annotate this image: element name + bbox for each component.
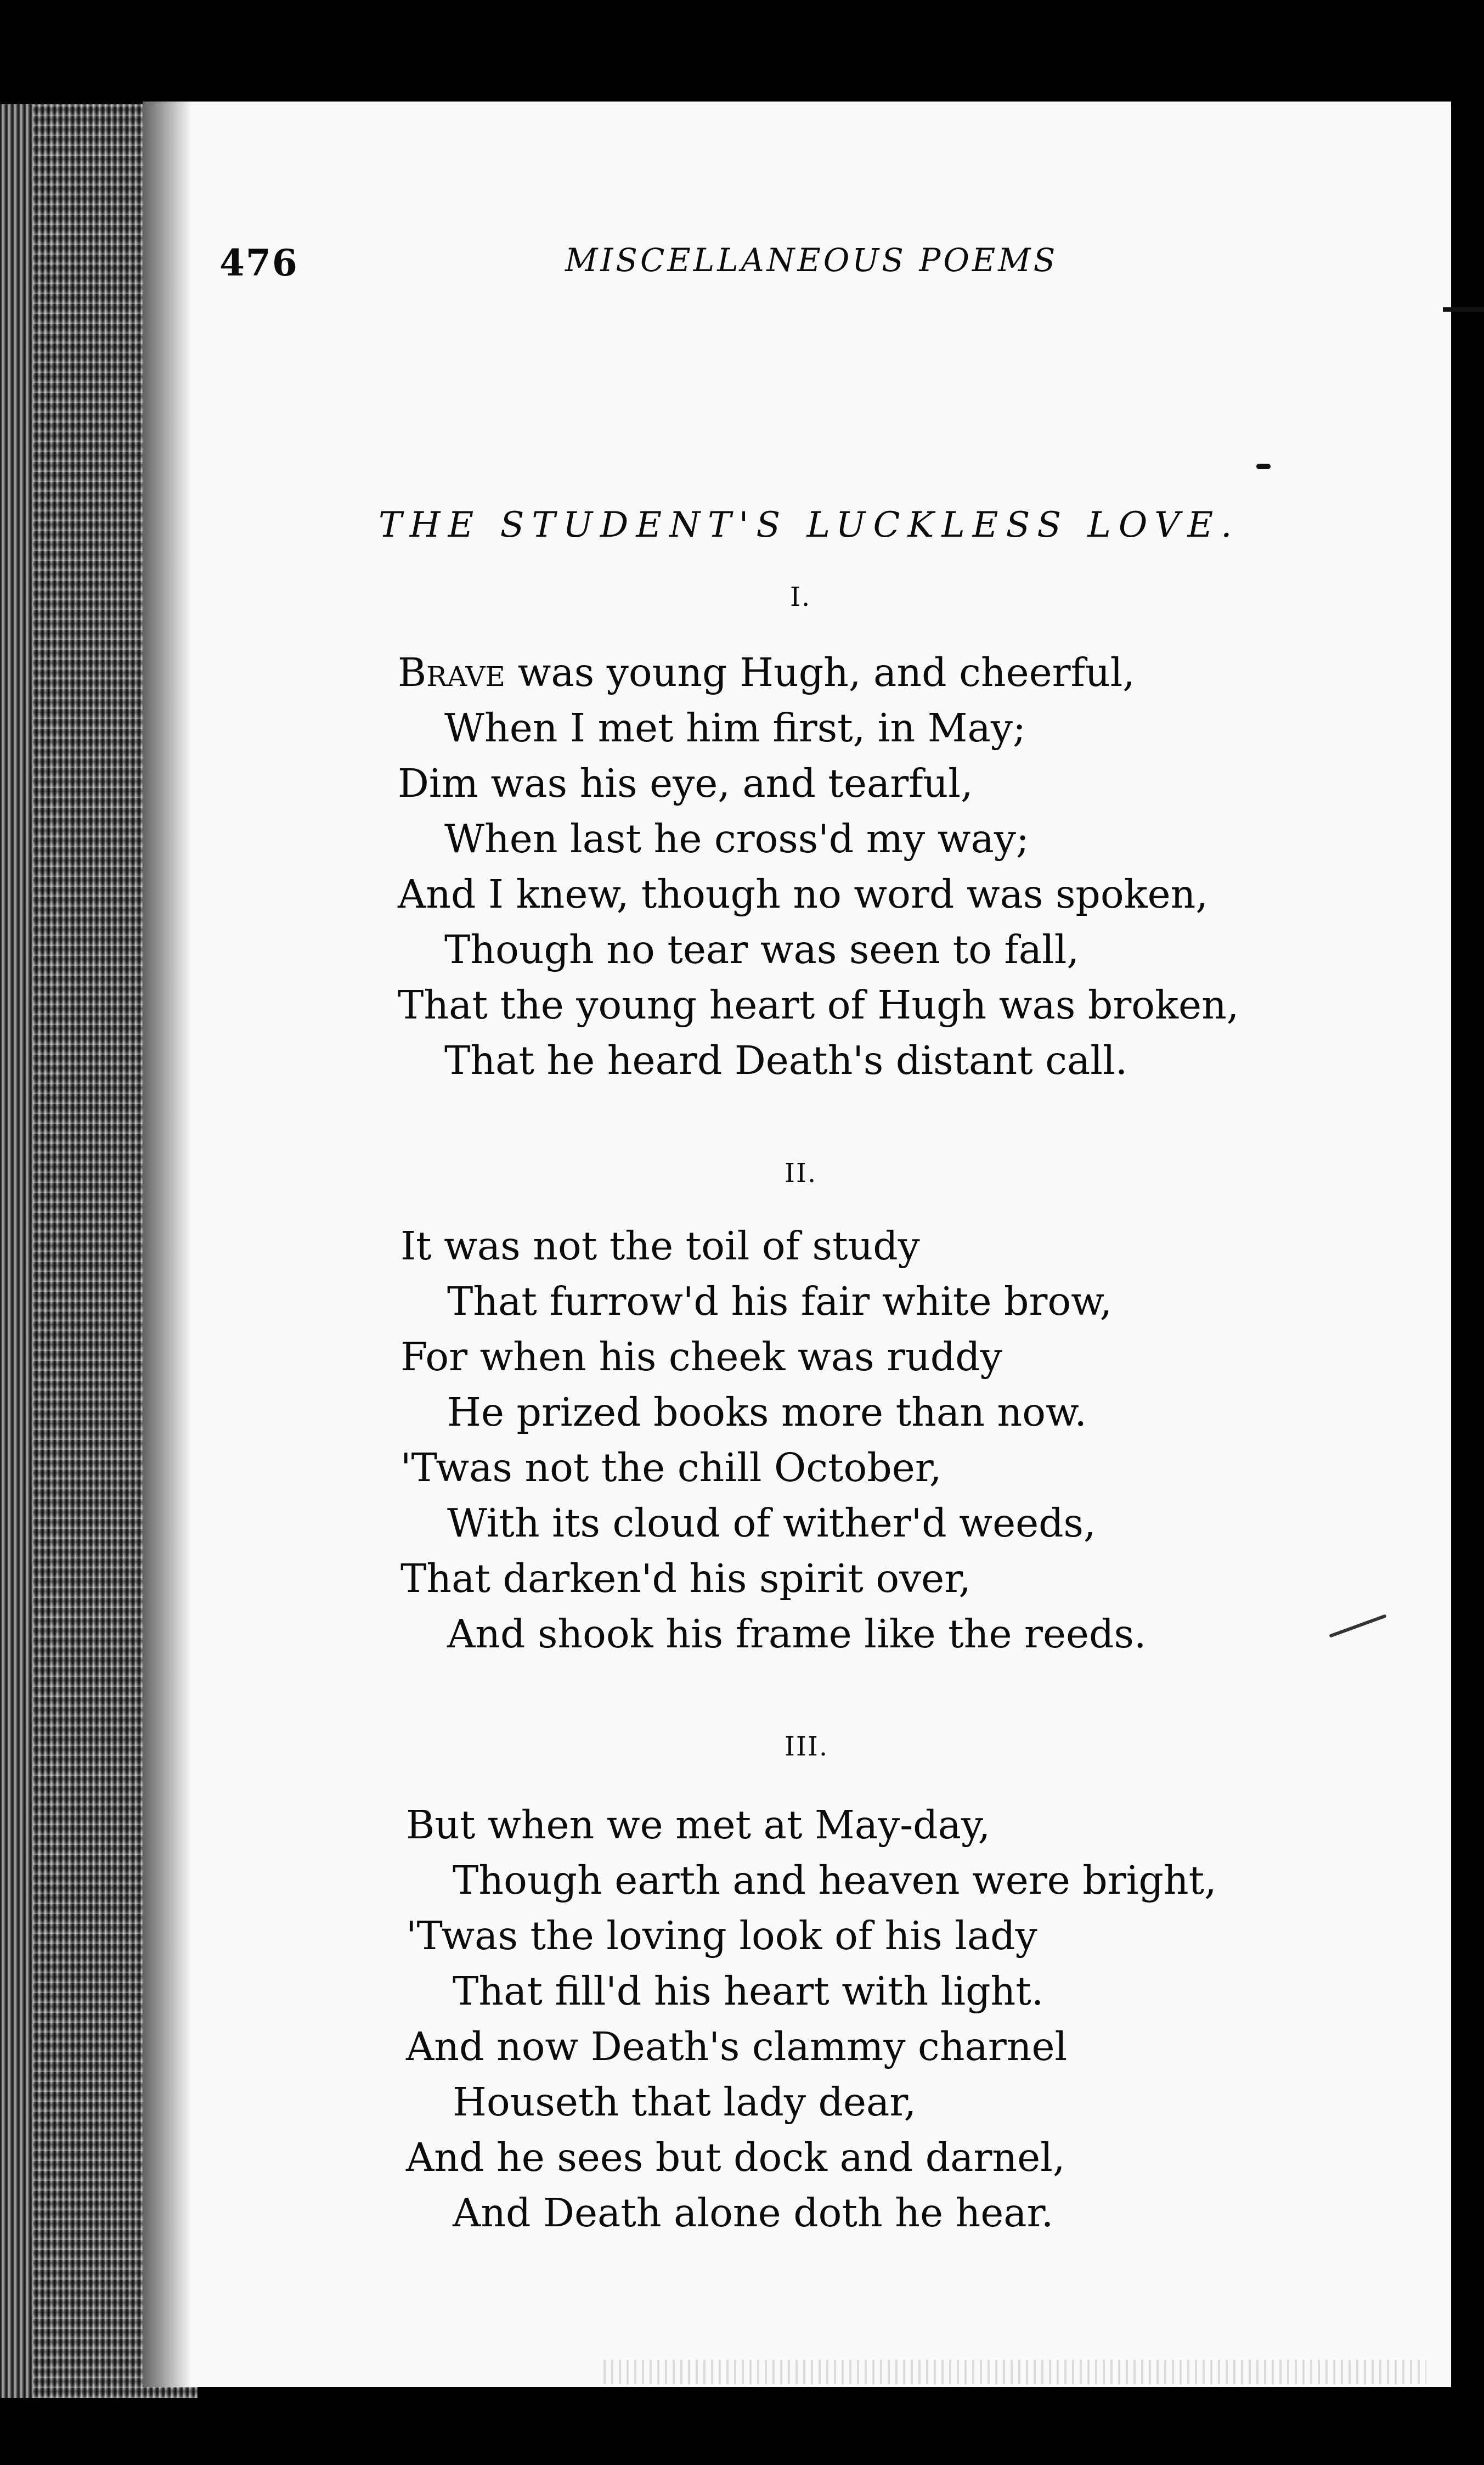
poem-line: 'Twas the loving look of his lady bbox=[406, 1913, 1037, 1959]
stanza-3 bbox=[406, 1797, 1217, 2241]
edge-mark bbox=[1443, 307, 1484, 312]
poem-line: And shook his frame like the reeds. bbox=[447, 1611, 1147, 1657]
poem-line: It was not the toil of study bbox=[400, 1223, 920, 1269]
poem-title: THE STUDENT'S LUCKLESS LOVE. bbox=[379, 505, 1240, 545]
poem-line: That the young heart of Hugh was broken, bbox=[398, 982, 1239, 1028]
stanza-number-2: II. bbox=[785, 1158, 817, 1189]
poem-line: And I knew, though no word was spoken, bbox=[398, 871, 1208, 917]
page-edge-speckle bbox=[603, 2360, 1426, 2384]
poem-line: When I met him first, in May; bbox=[444, 705, 1026, 751]
poem-line: And he sees but dock and darnel, bbox=[406, 2135, 1065, 2180]
poem-line: Houseth that lady dear, bbox=[453, 2079, 917, 2125]
poem-line: And Death alone doth he hear. bbox=[453, 2190, 1054, 2236]
poem-line: He prized books more than now. bbox=[447, 1389, 1087, 1435]
running-head bbox=[0, 241, 1484, 291]
running-head-title: MISCELLANEOUS POEMS bbox=[565, 241, 1058, 279]
stanza-number-3: III. bbox=[785, 1731, 829, 1762]
drop-word: Brave bbox=[398, 650, 506, 695]
stanza-1 bbox=[398, 645, 1239, 1088]
poem-line: That he heard Death's distant call. bbox=[444, 1038, 1128, 1083]
poem-line: Though earth and heaven were bright, bbox=[453, 1858, 1217, 1903]
poem-line: For when his cheek was ruddy bbox=[400, 1334, 1002, 1380]
poem-line: And now Death's clammy charnel bbox=[406, 2024, 1068, 2069]
poem-line: With its cloud of wither'd weeds, bbox=[447, 1500, 1096, 1546]
poem-line: That fill'd his heart with light. bbox=[453, 1968, 1044, 2014]
poem-line: When last he cross'd my way; bbox=[444, 816, 1029, 862]
scan-blot bbox=[1256, 464, 1271, 469]
poem-line: That furrow'd his fair white brow, bbox=[447, 1279, 1113, 1324]
stanza-number-1: I. bbox=[790, 582, 811, 612]
stanza-2 bbox=[400, 1218, 1146, 1662]
poem-line: But when we met at May-day, bbox=[406, 1802, 991, 1848]
page-gutter-shadow bbox=[143, 102, 192, 2387]
poem-line: 'Twas not the chill October, bbox=[400, 1445, 942, 1490]
poem-line bbox=[398, 645, 1239, 700]
poem-line: That darken'd his spirit over, bbox=[400, 1556, 971, 1601]
poem-line: Though no tear was seen to fall, bbox=[444, 927, 1080, 972]
line-text: was young Hugh, and cheerful, bbox=[505, 650, 1135, 695]
page-number: 476 bbox=[219, 241, 298, 284]
poem-line: Dim was his eye, and tearful, bbox=[398, 761, 973, 806]
